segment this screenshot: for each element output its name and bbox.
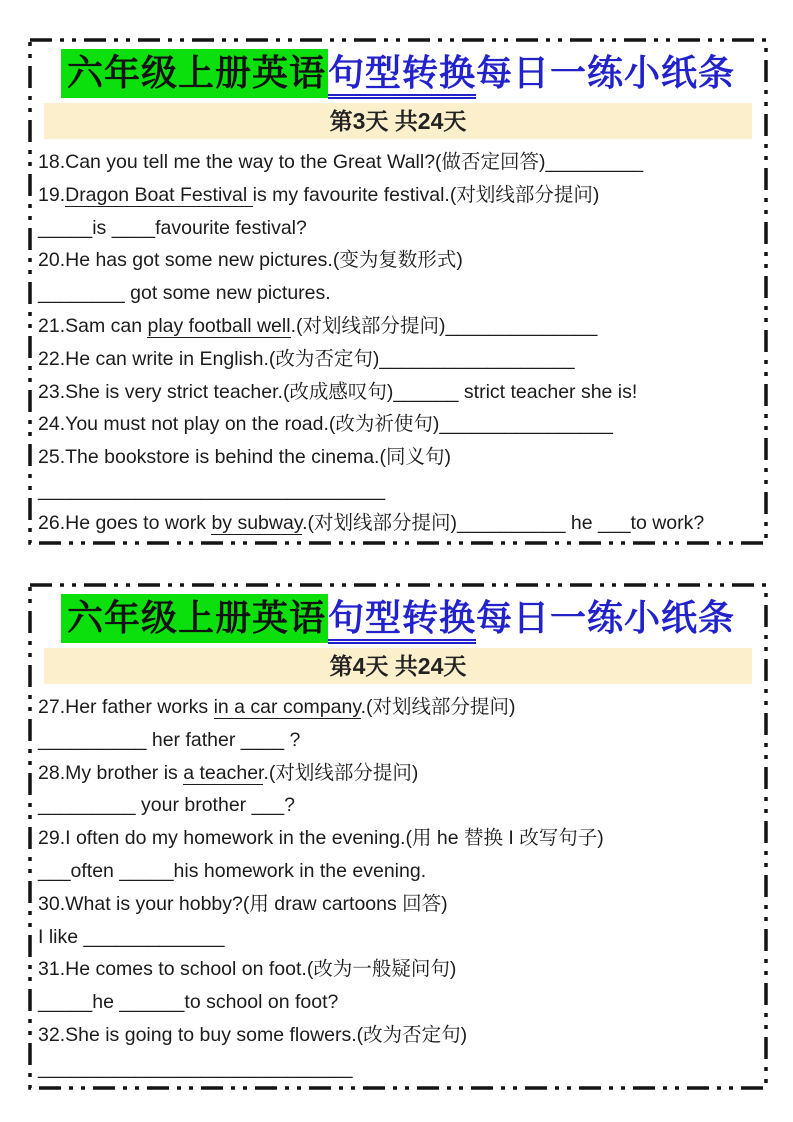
exercise-text: .(对划线部分提问): [360, 696, 516, 718]
exercise-line: [38, 179, 756, 212]
exercise-text: is my favourite festival.(对划线部分提问): [252, 183, 600, 206]
panel-content: [28, 38, 768, 540]
exercise-line: [38, 1052, 756, 1085]
exercise-line: [38, 441, 756, 474]
exercise-text: 26.He goes to work: [38, 511, 212, 534]
exercise-line: [38, 343, 756, 376]
worksheet-panel-day3: [28, 38, 768, 545]
exercise-line: [38, 244, 756, 277]
exercise-line: [38, 474, 756, 507]
underlined-text: Dragon Boat Festival: [65, 183, 253, 206]
exercise-line: [38, 212, 756, 245]
exercise-line: [38, 277, 756, 310]
exercise-lines: [38, 691, 756, 1085]
exercise-line: [38, 953, 756, 986]
title-rest-part: 每日一练小纸条: [476, 52, 736, 93]
exercise-text: .(对划线部分提问)______________: [290, 314, 598, 337]
exercise-text: 25.The bookstore is behind the cinema.(同义句): [38, 446, 451, 469]
exercise-text: 30.What is your hobby?(用 draw cartoons 回答): [38, 892, 448, 915]
exercise-line: [38, 822, 756, 855]
title-rest-part: 每日一练小纸条: [476, 597, 736, 638]
exercise-line: [38, 408, 756, 441]
exercise-line: [38, 855, 756, 888]
exercise-line: [38, 146, 756, 179]
exercise-line: [38, 757, 756, 790]
exercise-line: [38, 376, 756, 409]
exercise-lines: [38, 146, 756, 540]
exercise-line: [38, 691, 756, 724]
exercise-line: [38, 724, 756, 757]
exercise-line: [38, 789, 756, 822]
exercise-text: _____is ____favourite festival?: [38, 216, 307, 239]
worksheet-panel-day4: [28, 583, 768, 1090]
title-highlighted-part: 六年级上册英语: [61, 594, 328, 643]
exercise-text: 18.Can you tell me the way to the Great Wall?(做否定回答)_________: [38, 151, 644, 173]
exercise-text: .(对划线部分提问)__________ he ___to work?: [302, 511, 705, 534]
exercise-text: 27.Her father works: [38, 696, 214, 718]
exercise-text: __________ her father ____ ?: [38, 728, 301, 751]
exercise-text: 29.I often do my homework in the evening.(用 he 替换 I 改写句子): [38, 827, 604, 850]
exercise-text: 24.You must not play on the road.(改为祈使句)________________: [38, 413, 613, 436]
exercise-text: I like _____________: [38, 925, 225, 948]
exercise-text: 32.She is going to buy some flowers.(改为否定句): [38, 1023, 468, 1046]
exercise-text: .(对划线部分提问): [263, 761, 419, 784]
title-highlighted-part: 六年级上册英语: [61, 49, 328, 98]
title-underlined-part: 句型转换: [328, 597, 476, 644]
exercise-line: [38, 888, 756, 921]
worksheet-title: [28, 593, 768, 643]
exercise-text: ________ got some new pictures.: [38, 282, 331, 305]
exercise-text: _________ your brother ___?: [38, 794, 295, 817]
exercise-text: 31.He comes to school on foot.(改为一般疑问句): [38, 958, 457, 981]
exercise-text: _____he ______to school on foot?: [38, 991, 339, 1014]
exercise-line: [38, 921, 756, 954]
underlined-text: a teacher: [183, 761, 264, 784]
exercise-line: [38, 1019, 756, 1052]
exercise-text: 22.He can write in English.(改为否定句)__________________: [38, 347, 575, 370]
title-underlined-part: 句型转换: [328, 52, 476, 99]
exercise-line: [38, 310, 756, 343]
exercise-text: ________________________________: [38, 478, 386, 501]
exercise-text: 20.He has got some new pictures.(变为复数形式): [38, 249, 463, 272]
underlined-text: by subway: [211, 511, 303, 534]
exercise-text: 19.: [38, 183, 66, 206]
exercise-text: 28.My brother is: [38, 761, 184, 784]
day-banner: 第3天 共24天: [44, 103, 752, 139]
exercise-text: ___often _____his homework in the evening.: [38, 859, 427, 882]
exercise-text: 23.She is very strict teacher.(改成感叹句)______ strict teacher she is!: [38, 380, 638, 403]
exercise-text: _____________________________: [38, 1056, 353, 1079]
underlined-text: in a car company: [213, 696, 361, 718]
underlined-text: play football well: [147, 314, 291, 337]
panel-content: [28, 583, 768, 1085]
day-banner: 第4天 共24天: [44, 648, 752, 684]
exercise-line: [38, 986, 756, 1019]
worksheet-title: [28, 48, 768, 98]
exercise-text: 21.Sam can: [38, 314, 148, 337]
exercise-line: [38, 507, 756, 540]
